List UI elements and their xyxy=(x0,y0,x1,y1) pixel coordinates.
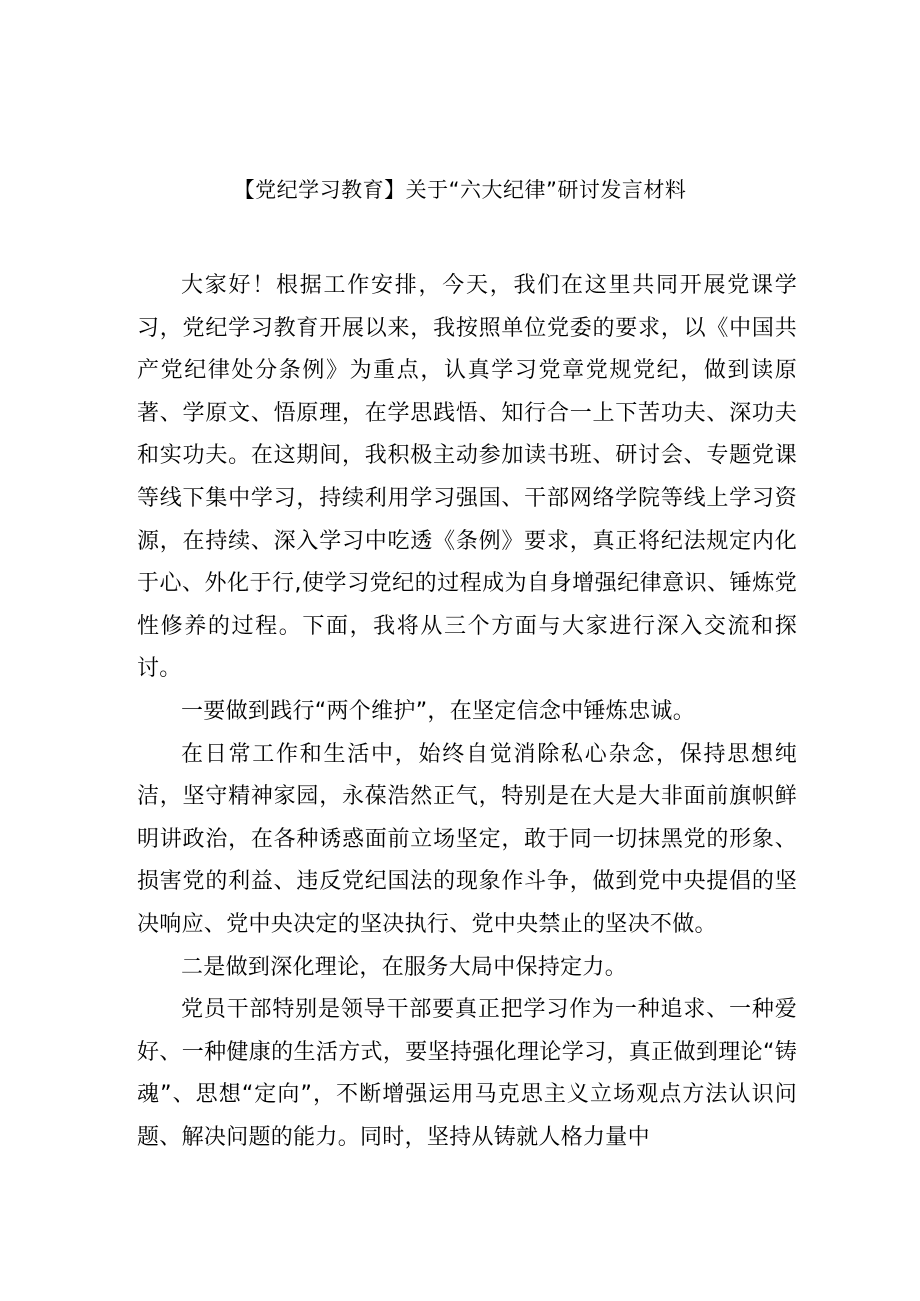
document-title: 【党纪学习教育】关于“六大纪律”研讨发言材料 xyxy=(233,178,687,202)
paragraph-heading-2: 二是做到深化理论，在服务大局中保持定力。 xyxy=(181,954,628,980)
paragraph-intro: 大家好！根据工作安排，今天，我们在这里共同开展党课学习，党纪学习教育开展以来，我按照单位党委的要求，以《中国共产党纪律处分条例》为重点，认真学习党章党规党纪，做到读原著、学原文、悟原理，在学思践悟、知行合一上下苦功夫、深功夫和实功夫。在这期间，我积极主动参加读书班、研讨会、专题党课等线下集中学习，持续利用学习强国、干部网络学院等线上学习资源，在持续、深入学习中吃透《条例》要求，真正将纪法规定内化于心、外化于行,使学习党纪的过程成为自身增强纪律意识、锤炼党性修养的过程。下面，我将从三个方面与大家进行深入交流和探讨。 xyxy=(137,273,797,682)
paragraph-section-1: 在日常工作和生活中，始终自觉消除私心杂念，保持思想纯洁，坚守精神家园，永葆浩然正气，特别是在大是大非面前旗帜鲜明讲政治，在各种诱惑面前立场坚定，敢于同一切抹黑党的形象、损害党的利益、违反党纪国法的现象作斗争，做到党中央提倡的坚决响应、党中央决定的坚决执行、党中央禁止的坚决不做。 xyxy=(137,741,797,937)
document-body xyxy=(137,265,797,1159)
paragraph-heading-1: 一要做到践行“两个维护”，在坚定信念中锤炼忠诚。 xyxy=(181,698,695,724)
paragraph-section-2: 党员干部特别是领导干部要真正把学习作为一种追求、一种爱好、一种健康的生活方式，要坚持强化理论学习，真正做到理论“铸魂”、思想“定向”，不断增强运用马克思主义立场观点方法认识问题、解决问题的能力。同时，坚持从铸就人格力量中 xyxy=(137,997,797,1150)
